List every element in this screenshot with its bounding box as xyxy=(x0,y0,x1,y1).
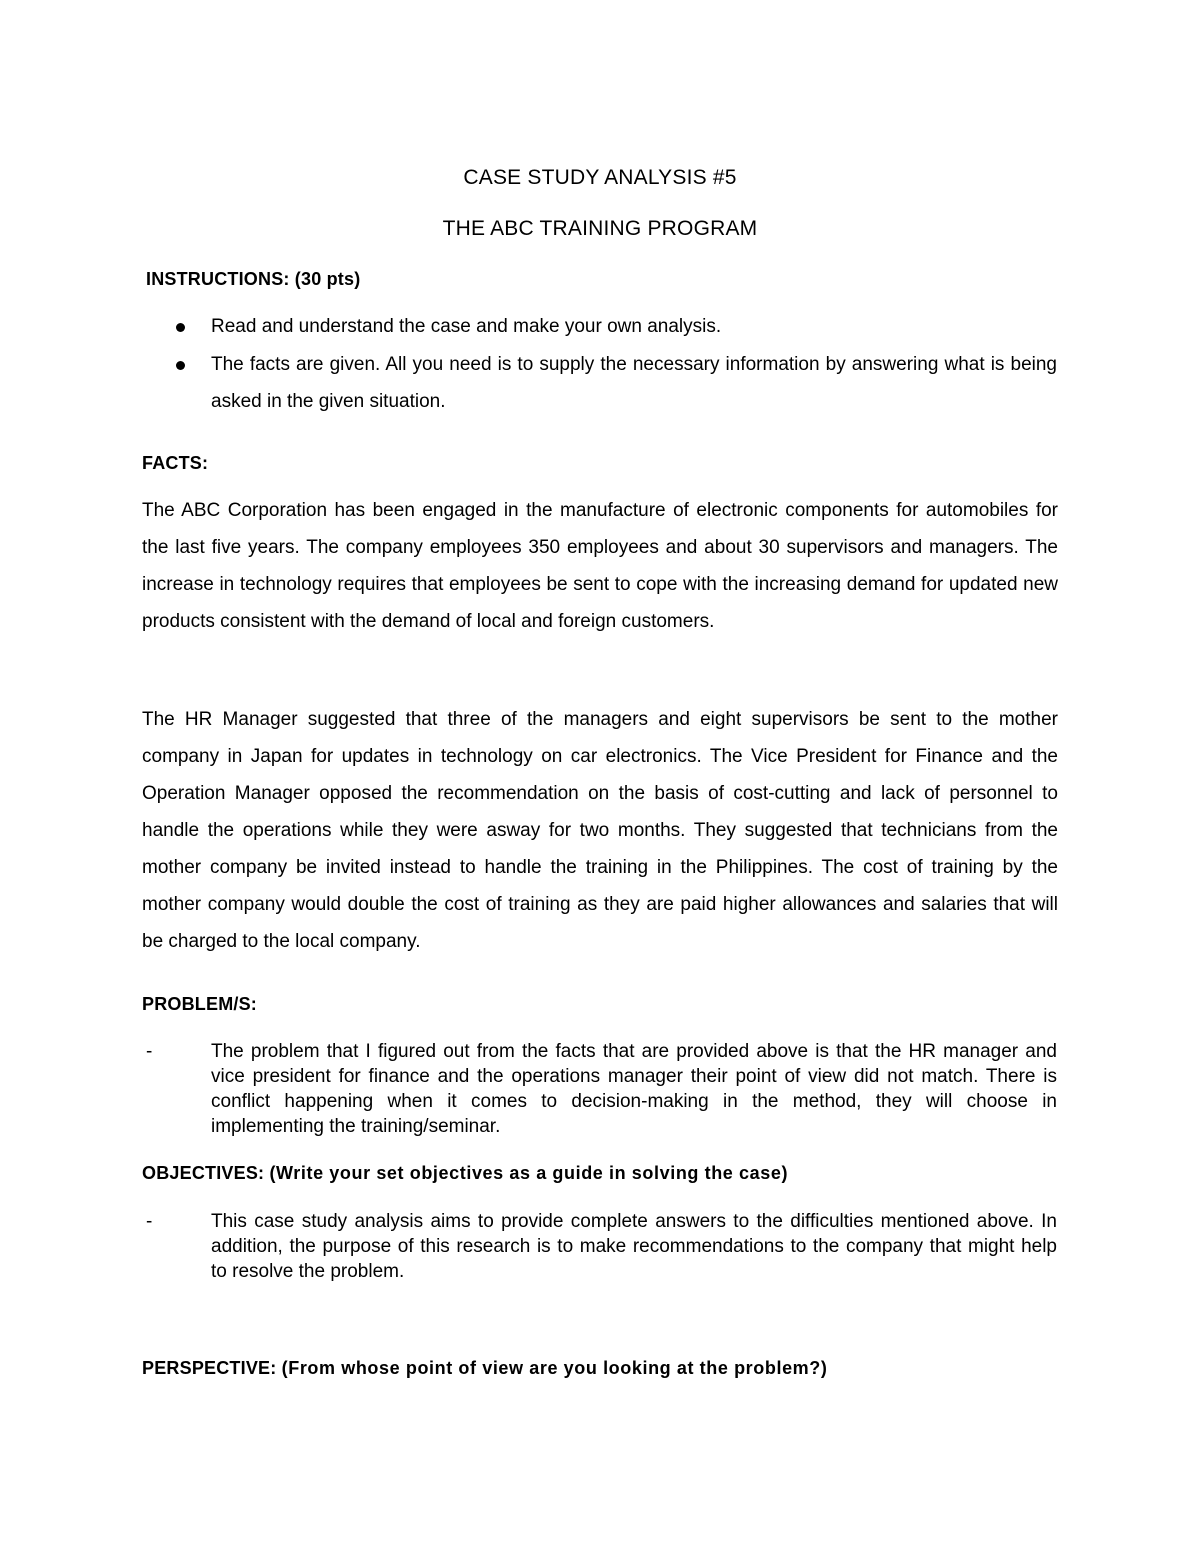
instruction-text: Read and understand the case and make your own analysis. xyxy=(211,316,722,337)
problem-text: The problem that I figured out from the facts that are provided above is that the HR manager and vice president for finance and the operations manager their point of view did not match. There is conflict happening when it comes to decision-making in the method, they will choose in implementing the training/seminar. xyxy=(211,1041,1057,1137)
instructions-list xyxy=(0,308,1057,421)
objectives-note: (Write your set objectives as a guide in solving the case) xyxy=(269,1163,789,1183)
list-item xyxy=(0,346,1057,421)
facts-paragraph: The HR Manager suggested that three of the managers and eight supervisors be sent to the mother company in Japan for updates in technology on car electronics. The Vice President for Finance and the Operation Manager opposed the recommendation on the basis of cost-cutting and lack of personnel to handle the operations while they were asway for two months. They suggested that technicians from the mother company be invited instead to handle the training in the Philippines. The cost of training by the mother company would double the cost of training as they are paid higher allowances and salaries that will be charged to the local company. xyxy=(142,709,1058,952)
problems-list xyxy=(0,1039,1057,1139)
list-item xyxy=(0,1039,1057,1139)
instructions-heading: INSTRUCTIONS: (30 pts) xyxy=(146,269,361,289)
objectives-heading xyxy=(142,1163,788,1184)
objective-text: This case study analysis aims to provide complete answers to the difficulties mentioned above. In addition, the purpose of this research is to make recommendations to the company that might help to resolve the problem. xyxy=(211,1211,1057,1282)
problems-heading: PROBLEM/S: xyxy=(142,994,258,1014)
list-item xyxy=(0,1209,1057,1284)
facts-paragraph: The ABC Corporation has been engaged in the manufacture of electronic components for automobiles for the last five years. The company employees 350 employees and about 30 supervisors and managers. The increase in technology requires that employees be sent to cope with the increasing demand for updated new products consistent with the demand of local and foreign customers. xyxy=(142,500,1058,632)
perspective-label: PERSPECTIVE: xyxy=(142,1358,277,1378)
bullet-icon xyxy=(176,323,185,332)
facts-heading: FACTS: xyxy=(142,453,209,473)
objectives-label: OBJECTIVES: xyxy=(142,1163,265,1183)
document-subtitle: THE ABC TRAINING PROGRAM xyxy=(442,217,758,240)
objectives-list xyxy=(0,1209,1057,1284)
dash-marker: - xyxy=(146,1211,153,1232)
perspective-note: (From whose point of view are you looking at the problem?) xyxy=(281,1358,828,1378)
instruction-text: The facts are given. All you need is to supply the necessary information by answering what is being asked in the given situation. xyxy=(211,353,1057,412)
perspective-heading xyxy=(142,1358,827,1379)
document-title: CASE STUDY ANALYSIS #5 xyxy=(463,166,737,189)
list-item xyxy=(0,308,1057,346)
dash-marker: - xyxy=(146,1041,153,1062)
bullet-icon xyxy=(176,361,185,370)
